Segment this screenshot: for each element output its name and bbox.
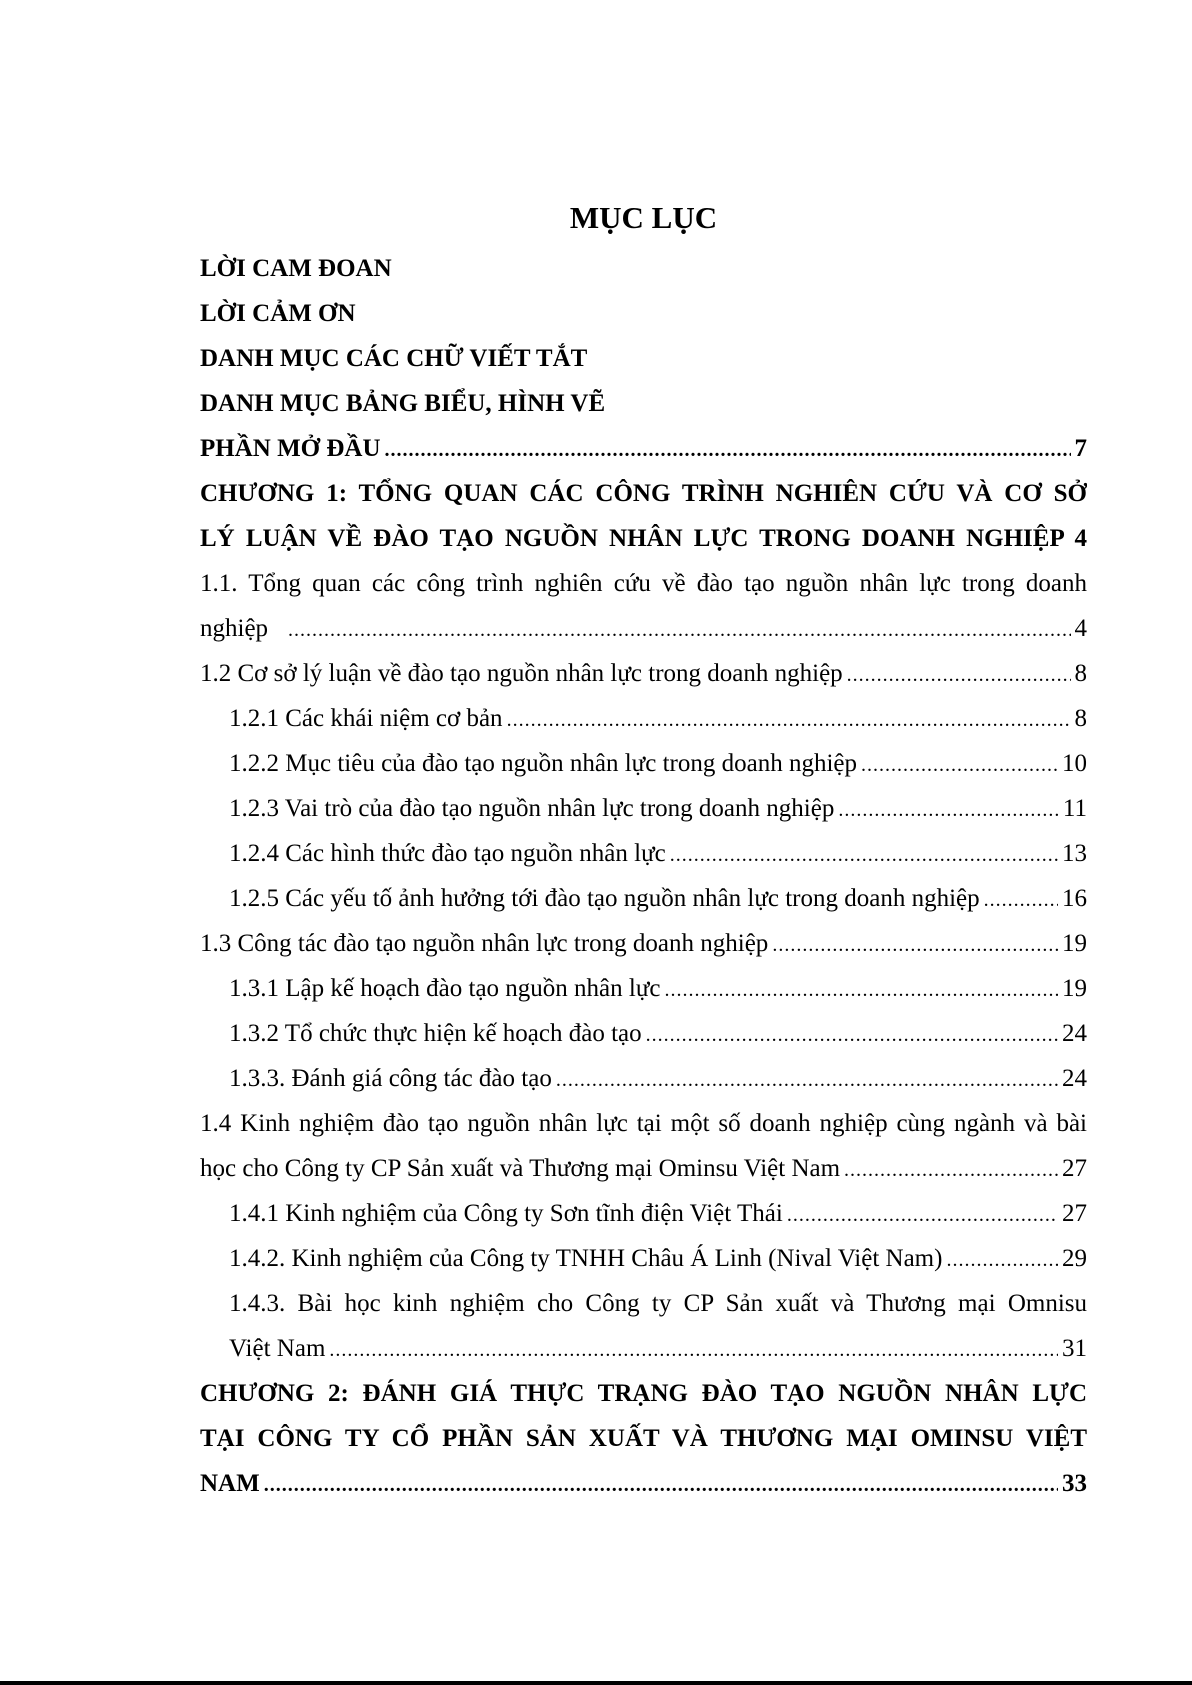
- toc-entry-text: PHẦN MỞ ĐẦU: [200, 435, 381, 462]
- toc-page-number: 8: [1074, 705, 1087, 732]
- toc-chapter2-line3: [200, 1461, 1087, 1506]
- toc-page-number: 16: [1062, 885, 1087, 912]
- toc-section-1-4-line2: [200, 1146, 1087, 1191]
- toc-chapter2-line1: CHƯƠNG 2: ĐÁNH GIÁ THỰC TRẠNG ĐÀO TẠO NGUỒN NHÂN LỰC: [200, 1380, 1087, 1407]
- toc-page-number: 24: [1062, 1020, 1087, 1047]
- dot-leader: [288, 608, 1070, 651]
- toc-entry-text: học cho Công ty CP Sản xuất và Thương mại Ominsu Việt Nam: [200, 1155, 841, 1182]
- toc-page-number: 29: [1062, 1245, 1087, 1272]
- toc-entry-tables-figures: DANH MỤC BẢNG BIỂU, HÌNH VẼ: [200, 390, 606, 417]
- page-bottom-border: [0, 1681, 1192, 1685]
- dot-leader: [946, 1238, 1058, 1281]
- dot-leader: [507, 698, 1071, 741]
- toc-chapter2-line2: TẠI CÔNG TY CỔ PHẦN SẢN XUẤT VÀ THƯƠNG MẠI OMINSU VIỆT: [200, 1425, 1087, 1452]
- toc-entry-text: 1.3 Công tác đào tạo nguồn nhân lực trong doanh nghiệp: [200, 930, 769, 957]
- dot-leader: [264, 1463, 1058, 1506]
- toc-entry-abbreviations: DANH MỤC CÁC CHỮ VIẾT TẮT: [200, 345, 588, 372]
- toc-page-number: 33: [1062, 1470, 1087, 1497]
- toc-entry-text: 1.2.4 Các hình thức đào tạo nguồn nhân lực: [229, 840, 666, 867]
- dot-leader: [838, 788, 1059, 831]
- toc-chapter1-line1: CHƯƠNG 1: TỔNG QUAN CÁC CÔNG TRÌNH NGHIÊN CỨU VÀ CƠ SỞ: [200, 480, 1087, 507]
- dot-leader: [646, 1013, 1058, 1056]
- toc-section-1-4-3-line1: 1.4.3. Bài học kinh nghiệm cho Công ty CP Sản xuất và Thương mại Omnisu: [229, 1290, 1087, 1317]
- toc-page-number: 11: [1062, 795, 1087, 822]
- toc-section-1-1-line2: [200, 606, 1087, 651]
- toc-section-1-4-2: [200, 1236, 1087, 1281]
- dot-leader: [844, 1148, 1058, 1191]
- dot-leader: [861, 743, 1058, 786]
- toc-chapter1-line2: LÝ LUẬN VỀ ĐÀO TẠO NGUỒN NHÂN LỰC TRONG DOANH NGHIỆP 4: [200, 525, 1087, 552]
- toc-section-1-3-2: [200, 1011, 1087, 1056]
- toc-entry-text: 1.2.5 Các yếu tố ảnh hưởng tới đào tạo nguồn nhân lực trong doanh nghiệp: [229, 885, 980, 912]
- toc-page-number: 10: [1062, 750, 1087, 777]
- dot-leader: [787, 1193, 1058, 1236]
- dot-leader: [984, 878, 1058, 921]
- toc-entry-intro: [200, 426, 1087, 471]
- toc-section-1-3: [200, 921, 1087, 966]
- toc-entry-text: 1.3.2 Tổ chức thực hiện kế hoạch đào tạo: [229, 1020, 642, 1047]
- toc-entry-text: 1.2.3 Vai trò của đào tạo nguồn nhân lực trong doanh nghiệp: [229, 795, 835, 822]
- toc-entry-text: Việt Nam: [229, 1335, 326, 1362]
- toc-section-1-1-line1: 1.1. Tổng quan các công trình nghiên cứu về đào tạo nguồn nhân lực trong doanh: [200, 570, 1087, 597]
- toc-page-number: 19: [1062, 975, 1087, 1002]
- toc-entry-acknowledgement: LỜI CẢM ƠN: [200, 300, 356, 327]
- toc-page-number: 27: [1062, 1155, 1087, 1182]
- toc-page-number: 31: [1062, 1335, 1087, 1362]
- toc-entry-text: 1.4.1 Kinh nghiệm của Công ty Sơn tĩnh điện Việt Thái: [229, 1200, 783, 1227]
- toc-section-1-3-1: [200, 966, 1087, 1011]
- toc-section-1-4-1: [200, 1191, 1087, 1236]
- toc-page-number: 13: [1062, 840, 1087, 867]
- toc-page: [200, 190, 1087, 1506]
- toc-entry-text: NAM: [200, 1470, 260, 1497]
- toc-entry-text: 1.2.2 Mục tiêu của đào tạo nguồn nhân lực trong doanh nghiệp: [229, 750, 857, 777]
- toc-section-1-2-4: [200, 831, 1087, 876]
- dot-leader: [664, 968, 1058, 1011]
- toc-page-number: 24: [1062, 1065, 1087, 1092]
- toc-entry-text: 1.4.2. Kinh nghiệm của Công ty TNHH Châu Á Linh (Nival Việt Nam): [229, 1245, 943, 1272]
- dot-leader: [847, 653, 1071, 696]
- toc-section-1-4-3-line2: [200, 1326, 1087, 1371]
- toc-entry-commitment: LỜI CAM ĐOAN: [200, 255, 392, 282]
- toc-section-1-2: [200, 651, 1087, 696]
- toc-page-number: 7: [1074, 435, 1087, 462]
- dot-leader: [329, 1328, 1058, 1371]
- toc-entry-text: 1.2 Cơ sở lý luận về đào tạo nguồn nhân lực trong doanh nghiệp: [200, 660, 843, 687]
- dot-leader: [670, 833, 1058, 876]
- toc-entry-text: 1.3.3. Đánh giá công tác đào tạo: [229, 1065, 552, 1092]
- toc-page-number: 19: [1062, 930, 1087, 957]
- toc-section-1-2-5: [200, 876, 1087, 921]
- dot-leader: [772, 923, 1058, 966]
- toc-entry-text: 1.2.1 Các khái niệm cơ bản: [229, 705, 503, 732]
- toc-section-1-2-3: [200, 786, 1087, 831]
- dot-leader: [385, 428, 1071, 471]
- toc-section-1-2-1: [200, 696, 1087, 741]
- toc-page-number: 27: [1062, 1200, 1087, 1227]
- toc-page-number: 4: [1074, 615, 1087, 642]
- dot-leader: [556, 1058, 1058, 1101]
- toc-page-number: 8: [1074, 660, 1087, 687]
- toc-section-1-3-3: [200, 1056, 1087, 1101]
- toc-section-1-2-2: [200, 741, 1087, 786]
- toc-section-1-4-line1: 1.4 Kinh nghiệm đào tạo nguồn nhân lực tại một số doanh nghiệp cùng ngành và bài: [200, 1110, 1087, 1137]
- toc-entry-text: 1.3.1 Lập kế hoạch đào tạo nguồn nhân lực: [229, 975, 661, 1002]
- toc-entry-text: nghiệp: [200, 615, 269, 642]
- toc-title: MỤC LỤC: [569, 200, 718, 235]
